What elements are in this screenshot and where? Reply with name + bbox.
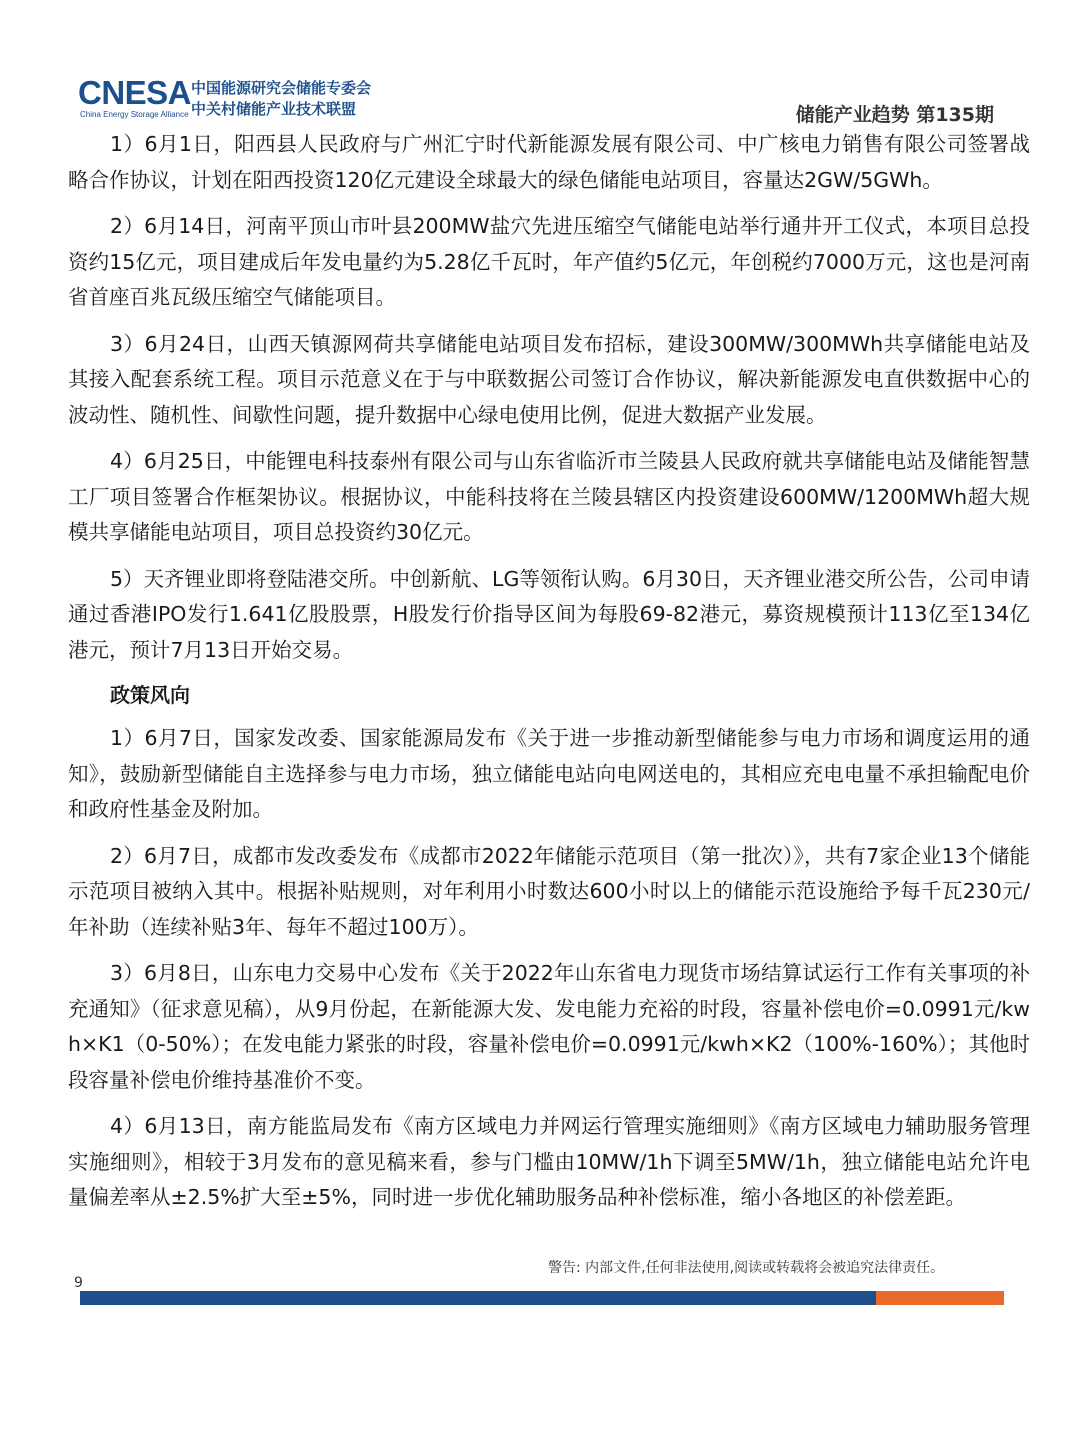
- org-name-line2: 中关村储能产业技术联盟: [191, 100, 357, 118]
- news-paragraph-4: 4）6月25日，中能锂电科技泰州有限公司与山东省临沂市兰陵县人民政府就共享储能电站及储能智慧工厂项目签署合作框架协议。根据协议，中能科技将在兰陵县辖区内投资建设600MW/1200MWh超大规模共享储能电站项目，项目总投资约30亿元。: [68, 449, 1030, 544]
- cnesa-logo: [78, 76, 398, 122]
- document-body: [68, 127, 1030, 1227]
- policy-paragraph-4: 4）6月13日，南方能监局发布《南方区域电力并网运行管理实施细则》《南方区域电力辅助服务管理实施细则》，相较于3月发布的意见稿来看，参与门槛由10MW/1h下调至5MW/1h，独立储能电站允许电量偏差率从±2.5%扩大至±5%，同时进一步优化辅助服务品种补偿标准，缩小各地区的补偿差距。: [68, 1114, 1030, 1209]
- org-name: [191, 78, 371, 120]
- news-paragraph-2: 2）6月14日，河南平顶山市叶县200MW盐穴先进压缩空气储能电站举行通井开工仪式，本项目总投资约15亿元，项目建成后年发电量约为5.28亿千瓦时，年产值约5亿元，年创税约7000万元，这也是河南省首座百兆瓦级压缩空气储能项目。: [68, 214, 1030, 309]
- page-number: 9: [74, 1275, 83, 1291]
- footer-bar: [80, 1291, 1004, 1305]
- policy-paragraph-3: 3）6月8日，山东电力交易中心发布《关于2022年山东省电力现货市场结算试运行工作有关事项的补充通知》（征求意见稿），从9月份起，在新能源大发、发电能力充裕的时段，容量补偿电价=0.0991元/kwh×K1（0-50%）；在发电能力紧张的时段，容量补偿电价=0.0991元/kwh×K2（100%-160%）；其他时段容量补偿电价维持基准价不变。: [68, 961, 1030, 1092]
- policy-paragraph-1: 1）6月7日，国家发改委、国家能源局发布《关于进一步推动新型储能参与电力市场和调度运用的通知》，鼓励新型储能自主选择参与电力市场，独立储能电站向电网送电的，其相应充电电量不承担输配电价和政府性基金及附加。: [68, 726, 1030, 821]
- news-paragraph-1: 1）6月1日，阳西县人民政府与广州汇宁时代新能源发展有限公司、中广核电力销售有限公司签署战略合作协议，计划在阳西投资120亿元建设全球最大的绿色储能电站项目，容量达2GW/5GWh。: [68, 132, 1030, 192]
- legal-warning: 警告: 内部文件,任何非法使用,阅读或转载将会被追究法律责任。: [548, 1260, 945, 1276]
- footer-bar-orange: [876, 1291, 1004, 1305]
- news-paragraph-3: 3）6月24日，山西天镇源网荷共享储能电站项目发布招标，建设300MW/300MWh共享储能电站及其接入配套系统工程。项目示范意义在于与中联数据公司签订合作协议，解决新能源发电直供数据中心的波动性、随机性、间歇性问题，提升数据中心绿电使用比例，促进大数据产业发展。: [68, 331, 1030, 427]
- issue-title: 储能产业趋势 第135期: [795, 104, 994, 126]
- logo-subtitle: China Energy Storage Alliance: [80, 110, 189, 119]
- news-paragraph-5: 5）天齐锂业即将登陆港交所。中创新航、LG等领衔认购。6月30日，天齐锂业港交所公告，公司申请通过香港IPO发行1.641亿股股票，H股发行价指导区间为每股69-82港元，募资规模预计113亿至134亿港元，预计7月13日开始交易。: [68, 566, 1030, 662]
- org-name-line1: 中国能源研究会储能专委会: [191, 79, 372, 97]
- section-title-policy: 政策风向: [110, 683, 190, 707]
- logo-wordmark: CNESA: [78, 74, 192, 111]
- footer-bar-blue: [80, 1291, 876, 1305]
- policy-paragraph-2: 2）6月7日，成都市发改委发布《成都市2022年储能示范项目（第一批次）》，共有7家企业13个储能示范项目被纳入其中。根据补贴规则，对年利用小时数达600小时以上的储能示范设施给予每千瓦230元/年补助（连续补贴3年、每年不超过100万）。: [68, 843, 1030, 939]
